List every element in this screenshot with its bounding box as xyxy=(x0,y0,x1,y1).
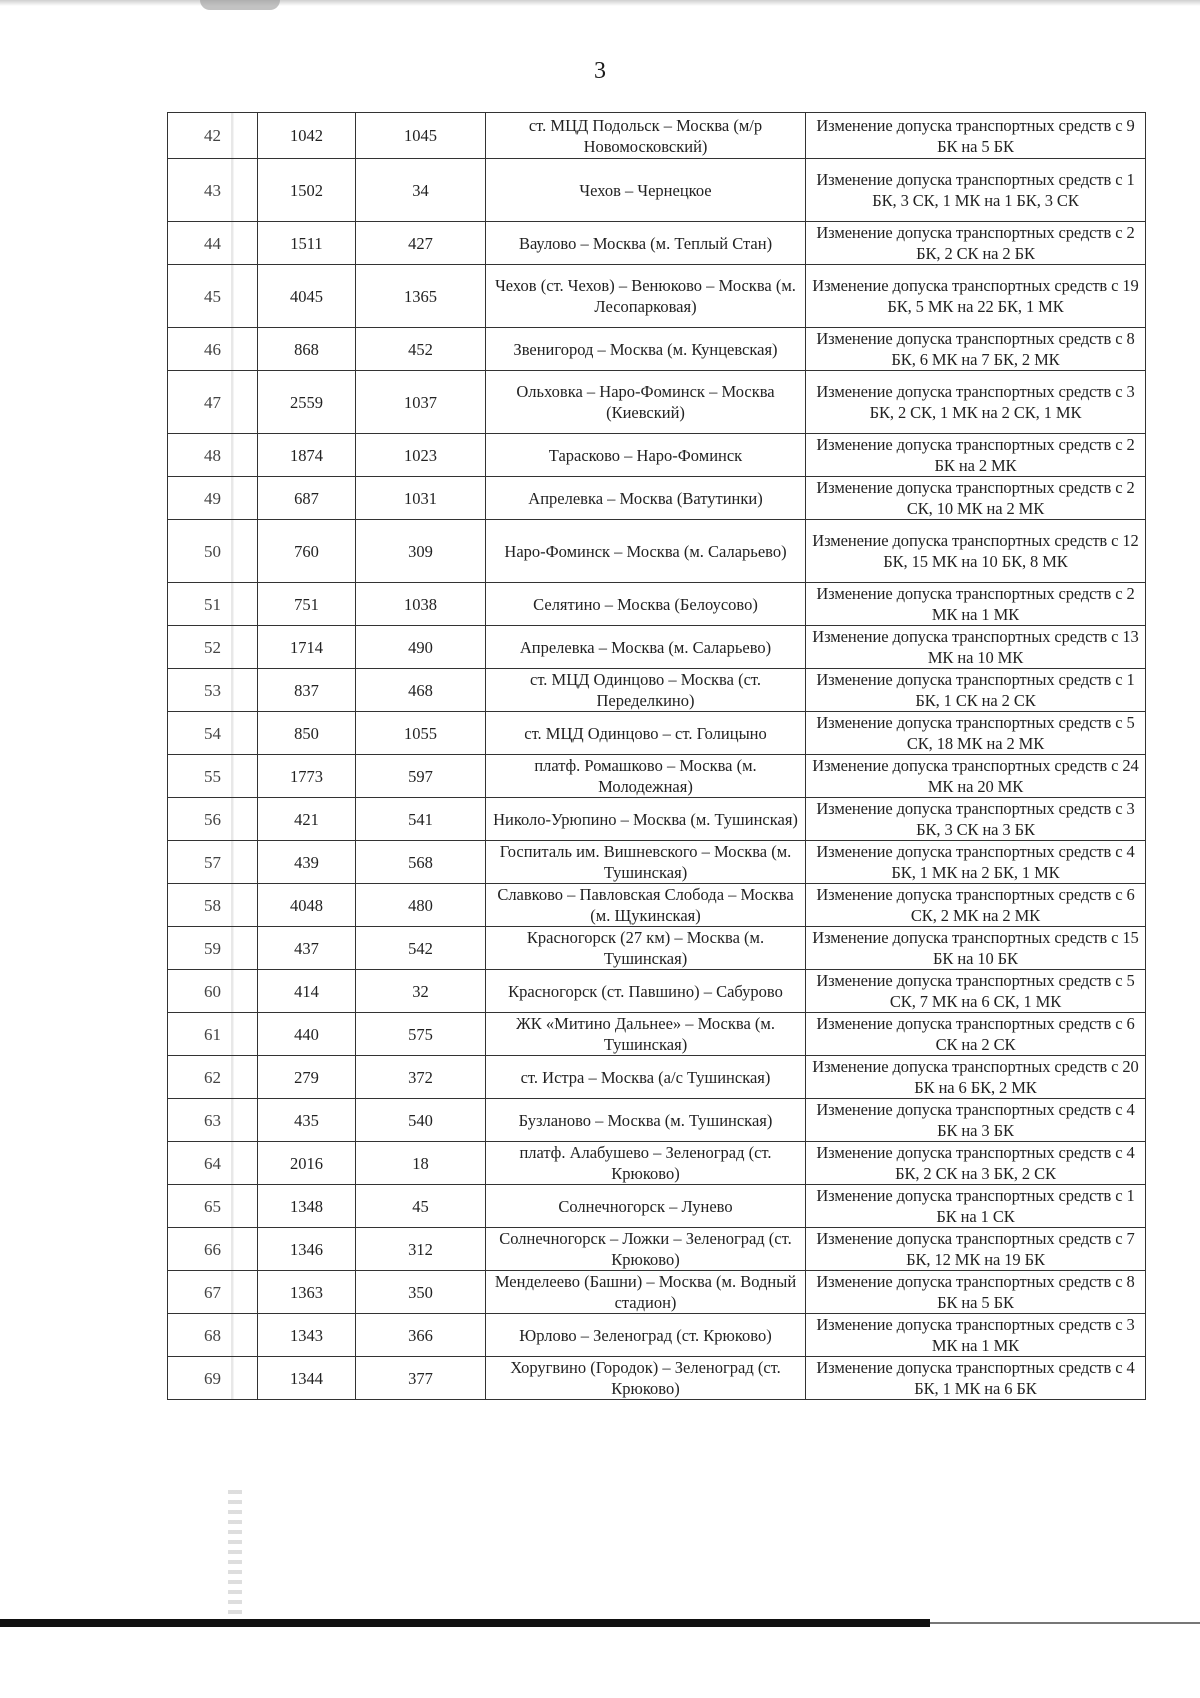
row-number: 53 xyxy=(168,669,258,712)
route-name: Ваулово – Москва (м. Теплый Стан) xyxy=(486,222,806,265)
route-code-a: 1348 xyxy=(258,1185,356,1228)
table-row xyxy=(168,669,1146,712)
routes-table-container xyxy=(167,112,1145,1400)
route-name: Апрелевка – Москва (Ватутинки) xyxy=(486,477,806,520)
route-code-a: 414 xyxy=(258,970,356,1013)
scan-artifact xyxy=(200,0,280,10)
route-code-a: 421 xyxy=(258,798,356,841)
route-code-a: 868 xyxy=(258,328,356,371)
route-name: Красногорск (27 км) – Москва (м. Тушинская) xyxy=(486,927,806,970)
route-name: Апрелевка – Москва (м. Саларьево) xyxy=(486,626,806,669)
route-code-b: 34 xyxy=(356,159,486,222)
route-code-a: 4045 xyxy=(258,265,356,328)
route-code-b: 468 xyxy=(356,669,486,712)
table-row xyxy=(168,755,1146,798)
table-row xyxy=(168,1099,1146,1142)
route-code-b: 568 xyxy=(356,841,486,884)
scan-binding-marks xyxy=(228,1490,242,1620)
change-description: Изменение допуска транспортных средств с 24 МК на 20 МК xyxy=(806,755,1146,798)
row-number: 46 xyxy=(168,328,258,371)
change-description: Изменение допуска транспортных средств с 1 БК, 1 СК на 2 СК xyxy=(806,669,1146,712)
table-row xyxy=(168,1357,1146,1400)
route-code-b: 540 xyxy=(356,1099,486,1142)
routes-table-body xyxy=(168,113,1146,1400)
change-description: Изменение допуска транспортных средств с 5 СК, 7 МК на 6 СК, 1 МК xyxy=(806,970,1146,1013)
table-row xyxy=(168,371,1146,434)
change-description: Изменение допуска транспортных средств с 4 БК, 2 СК на 3 БК, 2 СК xyxy=(806,1142,1146,1185)
route-code-b: 45 xyxy=(356,1185,486,1228)
route-name: платф. Ромашково – Москва (м. Молодежная) xyxy=(486,755,806,798)
change-description: Изменение допуска транспортных средств с 4 БК на 3 БК xyxy=(806,1099,1146,1142)
row-number: 64 xyxy=(168,1142,258,1185)
row-number: 58 xyxy=(168,884,258,927)
table-row xyxy=(168,970,1146,1013)
table-row xyxy=(168,884,1146,927)
row-number: 69 xyxy=(168,1357,258,1400)
row-number: 62 xyxy=(168,1056,258,1099)
table-row xyxy=(168,222,1146,265)
route-name: Селятино – Москва (Белоусово) xyxy=(486,583,806,626)
change-description: Изменение допуска транспортных средств с 5 СК, 18 МК на 2 МК xyxy=(806,712,1146,755)
route-code-a: 850 xyxy=(258,712,356,755)
table-row xyxy=(168,841,1146,884)
change-description: Изменение допуска транспортных средств с 8 БК, 6 МК на 7 БК, 2 МК xyxy=(806,328,1146,371)
route-code-a: 437 xyxy=(258,927,356,970)
table-row xyxy=(168,1271,1146,1314)
table-row xyxy=(168,113,1146,159)
change-description: Изменение допуска транспортных средств с 3 БК, 2 СК, 1 МК на 2 СК, 1 МК xyxy=(806,371,1146,434)
route-code-b: 1055 xyxy=(356,712,486,755)
change-description: Изменение допуска транспортных средств с 1 БК на 1 СК xyxy=(806,1185,1146,1228)
table-row xyxy=(168,1314,1146,1357)
route-code-b: 480 xyxy=(356,884,486,927)
route-code-b: 32 xyxy=(356,970,486,1013)
row-number: 51 xyxy=(168,583,258,626)
route-code-b: 1038 xyxy=(356,583,486,626)
row-number: 45 xyxy=(168,265,258,328)
row-number: 48 xyxy=(168,434,258,477)
table-row xyxy=(168,159,1146,222)
scan-top-edge xyxy=(0,0,1200,6)
row-number: 59 xyxy=(168,927,258,970)
route-name: Красногорск (ст. Павшино) – Сабурово xyxy=(486,970,806,1013)
table-row xyxy=(168,1056,1146,1099)
change-description: Изменение допуска транспортных средств с 4 БК, 1 МК на 2 БК, 1 МК xyxy=(806,841,1146,884)
table-row xyxy=(168,1228,1146,1271)
route-name: Звенигород – Москва (м. Кунцевская) xyxy=(486,328,806,371)
route-code-b: 1045 xyxy=(356,113,486,159)
route-code-a: 760 xyxy=(258,520,356,583)
route-name: Чехов – Чернецкое xyxy=(486,159,806,222)
route-code-a: 1363 xyxy=(258,1271,356,1314)
change-description: Изменение допуска транспортных средств с 7 БК, 12 МК на 19 БК xyxy=(806,1228,1146,1271)
table-row xyxy=(168,626,1146,669)
route-code-a: 435 xyxy=(258,1099,356,1142)
route-name: Солнечногорск – Ложки – Зеленоград (ст. Крюково) xyxy=(486,1228,806,1271)
row-number: 61 xyxy=(168,1013,258,1056)
routes-table xyxy=(167,112,1146,1400)
row-number: 42 xyxy=(168,113,258,159)
route-code-a: 1714 xyxy=(258,626,356,669)
table-row xyxy=(168,712,1146,755)
table-row xyxy=(168,798,1146,841)
route-name: Николо-Урюпино – Москва (м. Тушинская) xyxy=(486,798,806,841)
row-number: 60 xyxy=(168,970,258,1013)
change-description: Изменение допуска транспортных средств с 15 БК на 10 БК xyxy=(806,927,1146,970)
route-code-b: 490 xyxy=(356,626,486,669)
change-description: Изменение допуска транспортных средств с 2 СК, 10 МК на 2 МК xyxy=(806,477,1146,520)
table-row xyxy=(168,583,1146,626)
route-code-b: 1031 xyxy=(356,477,486,520)
change-description: Изменение допуска транспортных средств с 3 БК, 3 СК на 3 БК xyxy=(806,798,1146,841)
route-code-b: 312 xyxy=(356,1228,486,1271)
route-code-a: 2016 xyxy=(258,1142,356,1185)
route-code-b: 350 xyxy=(356,1271,486,1314)
row-number: 63 xyxy=(168,1099,258,1142)
route-code-b: 1023 xyxy=(356,434,486,477)
change-description: Изменение допуска транспортных средств с 13 МК на 10 МК xyxy=(806,626,1146,669)
table-row xyxy=(168,1185,1146,1228)
route-code-b: 1037 xyxy=(356,371,486,434)
row-number: 68 xyxy=(168,1314,258,1357)
table-row xyxy=(168,265,1146,328)
change-description: Изменение допуска транспортных средств с 3 МК на 1 МК xyxy=(806,1314,1146,1357)
route-code-a: 439 xyxy=(258,841,356,884)
route-code-a: 687 xyxy=(258,477,356,520)
route-name: Чехов (ст. Чехов) – Венюково – Москва (м. Лесопарковая) xyxy=(486,265,806,328)
route-name: ст. МЦД Подольск – Москва (м/р Новомосковский) xyxy=(486,113,806,159)
route-code-a: 4048 xyxy=(258,884,356,927)
route-code-b: 18 xyxy=(356,1142,486,1185)
route-code-a: 1042 xyxy=(258,113,356,159)
row-number: 67 xyxy=(168,1271,258,1314)
row-number: 44 xyxy=(168,222,258,265)
route-name: Ольховка – Наро-Фоминск – Москва (Киевский) xyxy=(486,371,806,434)
change-description: Изменение допуска транспортных средств с 8 БК на 5 БК xyxy=(806,1271,1146,1314)
page-number: 3 xyxy=(594,58,606,84)
table-row xyxy=(168,520,1146,583)
route-name: ЖК «Митино Дальнее» – Москва (м. Тушинская) xyxy=(486,1013,806,1056)
table-row xyxy=(168,434,1146,477)
change-description: Изменение допуска транспортных средств с 1 БК, 3 СК, 1 МК на 1 БК, 3 СК xyxy=(806,159,1146,222)
row-number: 54 xyxy=(168,712,258,755)
row-number: 50 xyxy=(168,520,258,583)
row-number: 43 xyxy=(168,159,258,222)
route-name: Славково – Павловская Слобода – Москва (м. Щукинская) xyxy=(486,884,806,927)
route-name: Тарасково – Наро-Фоминск xyxy=(486,434,806,477)
route-name: Солнечногорск – Лунево xyxy=(486,1185,806,1228)
route-code-a: 1511 xyxy=(258,222,356,265)
row-number: 47 xyxy=(168,371,258,434)
route-code-b: 309 xyxy=(356,520,486,583)
route-name: Наро-Фоминск – Москва (м. Саларьево) xyxy=(486,520,806,583)
route-name: ст. МЦД Одинцово – ст. Голицыно xyxy=(486,712,806,755)
route-code-a: 2559 xyxy=(258,371,356,434)
change-description: Изменение допуска транспортных средств с 2 МК на 1 МК xyxy=(806,583,1146,626)
route-code-b: 575 xyxy=(356,1013,486,1056)
route-name: Хоругвино (Городок) – Зеленоград (ст. Крюково) xyxy=(486,1357,806,1400)
route-code-b: 377 xyxy=(356,1357,486,1400)
route-name: платф. Алабушево – Зеленоград (ст. Крюково) xyxy=(486,1142,806,1185)
table-row xyxy=(168,927,1146,970)
change-description: Изменение допуска транспортных средств с 2 БК, 2 СК на 2 БК xyxy=(806,222,1146,265)
row-number: 52 xyxy=(168,626,258,669)
route-name: Бузланово – Москва (м. Тушинская) xyxy=(486,1099,806,1142)
row-number: 65 xyxy=(168,1185,258,1228)
table-row xyxy=(168,1013,1146,1056)
scan-bottom-edge xyxy=(0,1619,930,1627)
change-description: Изменение допуска транспортных средств с 20 БК на 6 БК, 2 МК xyxy=(806,1056,1146,1099)
route-code-b: 1365 xyxy=(356,265,486,328)
scan-bottom-edge-tail xyxy=(930,1622,1200,1624)
change-description: Изменение допуска транспортных средств с 2 БК на 2 МК xyxy=(806,434,1146,477)
route-code-a: 440 xyxy=(258,1013,356,1056)
route-code-b: 541 xyxy=(356,798,486,841)
route-code-a: 1346 xyxy=(258,1228,356,1271)
route-name: ст. МЦД Одинцово – Москва (ст. Переделкино) xyxy=(486,669,806,712)
route-code-a: 1344 xyxy=(258,1357,356,1400)
change-description: Изменение допуска транспортных средств с 19 БК, 5 МК на 22 БК, 1 МК xyxy=(806,265,1146,328)
route-code-a: 279 xyxy=(258,1056,356,1099)
change-description: Изменение допуска транспортных средств с 6 СК на 2 СК xyxy=(806,1013,1146,1056)
route-code-b: 427 xyxy=(356,222,486,265)
route-name: ст. Истра – Москва (а/с Тушинская) xyxy=(486,1056,806,1099)
row-number: 55 xyxy=(168,755,258,798)
row-number: 57 xyxy=(168,841,258,884)
route-code-b: 366 xyxy=(356,1314,486,1357)
route-code-b: 597 xyxy=(356,755,486,798)
route-code-a: 1502 xyxy=(258,159,356,222)
row-number: 66 xyxy=(168,1228,258,1271)
route-name: Госпиталь им. Вишневского – Москва (м. Тушинская) xyxy=(486,841,806,884)
route-code-a: 1343 xyxy=(258,1314,356,1357)
route-code-a: 1874 xyxy=(258,434,356,477)
change-description: Изменение допуска транспортных средств с 6 СК, 2 МК на 2 МК xyxy=(806,884,1146,927)
row-number: 49 xyxy=(168,477,258,520)
route-code-b: 372 xyxy=(356,1056,486,1099)
table-row xyxy=(168,328,1146,371)
route-code-a: 837 xyxy=(258,669,356,712)
route-name: Юрлово – Зеленоград (ст. Крюково) xyxy=(486,1314,806,1357)
route-name: Менделеево (Башни) – Москва (м. Водный стадион) xyxy=(486,1271,806,1314)
route-code-a: 1773 xyxy=(258,755,356,798)
table-row xyxy=(168,477,1146,520)
route-code-b: 542 xyxy=(356,927,486,970)
change-description: Изменение допуска транспортных средств с 4 БК, 1 МК на 6 БК xyxy=(806,1357,1146,1400)
route-code-a: 751 xyxy=(258,583,356,626)
route-code-b: 452 xyxy=(356,328,486,371)
table-row xyxy=(168,1142,1146,1185)
row-number: 56 xyxy=(168,798,258,841)
change-description: Изменение допуска транспортных средств с 12 БК, 15 МК на 10 БК, 8 МК xyxy=(806,520,1146,583)
change-description: Изменение допуска транспортных средств с 9 БК на 5 БК xyxy=(806,113,1146,159)
